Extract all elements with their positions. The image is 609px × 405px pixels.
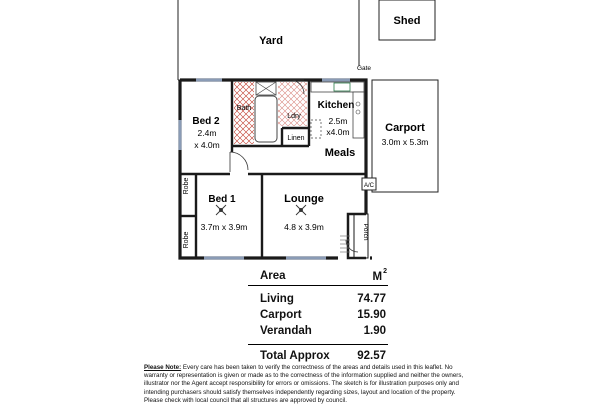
shed-label: Shed [393, 15, 421, 27]
carport-dims: 3.0m x 5.3m [381, 137, 429, 147]
disclaimer-heading: Please Note: [144, 364, 182, 371]
bed2-dims-1: 2.4m [197, 128, 217, 138]
yard-label: Yard [259, 35, 283, 47]
area-row-value: 74.77 [357, 292, 386, 305]
carport-label: Carport [385, 122, 425, 134]
area-total-value: 92.57 [357, 349, 386, 362]
kitchen-sink [334, 83, 350, 91]
bed2-label: Bed 2 [192, 116, 220, 127]
lounge-dims: 4.8 x 3.9m [284, 222, 324, 232]
fan-icon [296, 205, 306, 215]
area-header-label: Area [260, 270, 286, 282]
gate-label: Gate [356, 65, 372, 72]
area-row [248, 306, 388, 322]
kitchen-bench-side [353, 92, 364, 138]
kitchen-dims-1: 2.5m [328, 116, 348, 126]
area-table-header [248, 270, 388, 286]
laundry-label: Ldry [287, 113, 301, 120]
robe-label-top: Robe [183, 177, 190, 195]
ac-label: A/C [363, 183, 375, 189]
disclaimer-note [144, 364, 474, 405]
area-row [248, 322, 388, 338]
fan-icon [216, 205, 226, 215]
area-row-label: Carport [260, 308, 302, 321]
bed2-dims-2: x 4.0m [194, 140, 220, 150]
bath-tiles [234, 82, 254, 144]
bed1-label: Bed 1 [208, 194, 236, 205]
disclaimer-text: Every care has been taken to verify the correctness of the areas and details used in this leaflet. No warranty or representation is given or made as to the correctness of the information supplied and neither the owners, illustrator nor the Agent accept responsibility for errors or omissions. The sketch is for illustration purposes only and intending purchasers should satisfy themselves independently regarding sizes, layout and location of the property. Please check with local council that all structures are approved by council. [144, 364, 464, 404]
lounge-label: Lounge [284, 193, 324, 205]
area-row-label: Living [260, 292, 294, 305]
bathtub [255, 96, 277, 142]
area-total-label: Total Approx [260, 349, 330, 362]
area-header-unit: $M^2$ [372, 268, 387, 283]
area-row-label: Verandah [260, 324, 312, 337]
area-total-row [248, 344, 388, 363]
area-row [248, 290, 388, 306]
area-header-superscript: 2 [383, 268, 387, 275]
area-table [248, 270, 388, 363]
bath-label: Bath [236, 105, 252, 112]
fridge-space [311, 120, 321, 138]
kitchen-dims-2: x4.0m [326, 127, 350, 137]
carport-outline [372, 80, 438, 192]
linen-label: Linen [287, 135, 305, 142]
bed1-dims: 3.7m x 3.9m [200, 222, 248, 232]
porch-label: Porch [362, 223, 369, 241]
kitchen-label: Kitchen [317, 100, 355, 111]
robe-label-bottom: Robe [183, 231, 190, 249]
meals-label: Meals [324, 147, 356, 159]
area-row-value: 1.90 [363, 324, 386, 337]
area-row-value: 15.90 [357, 308, 386, 321]
